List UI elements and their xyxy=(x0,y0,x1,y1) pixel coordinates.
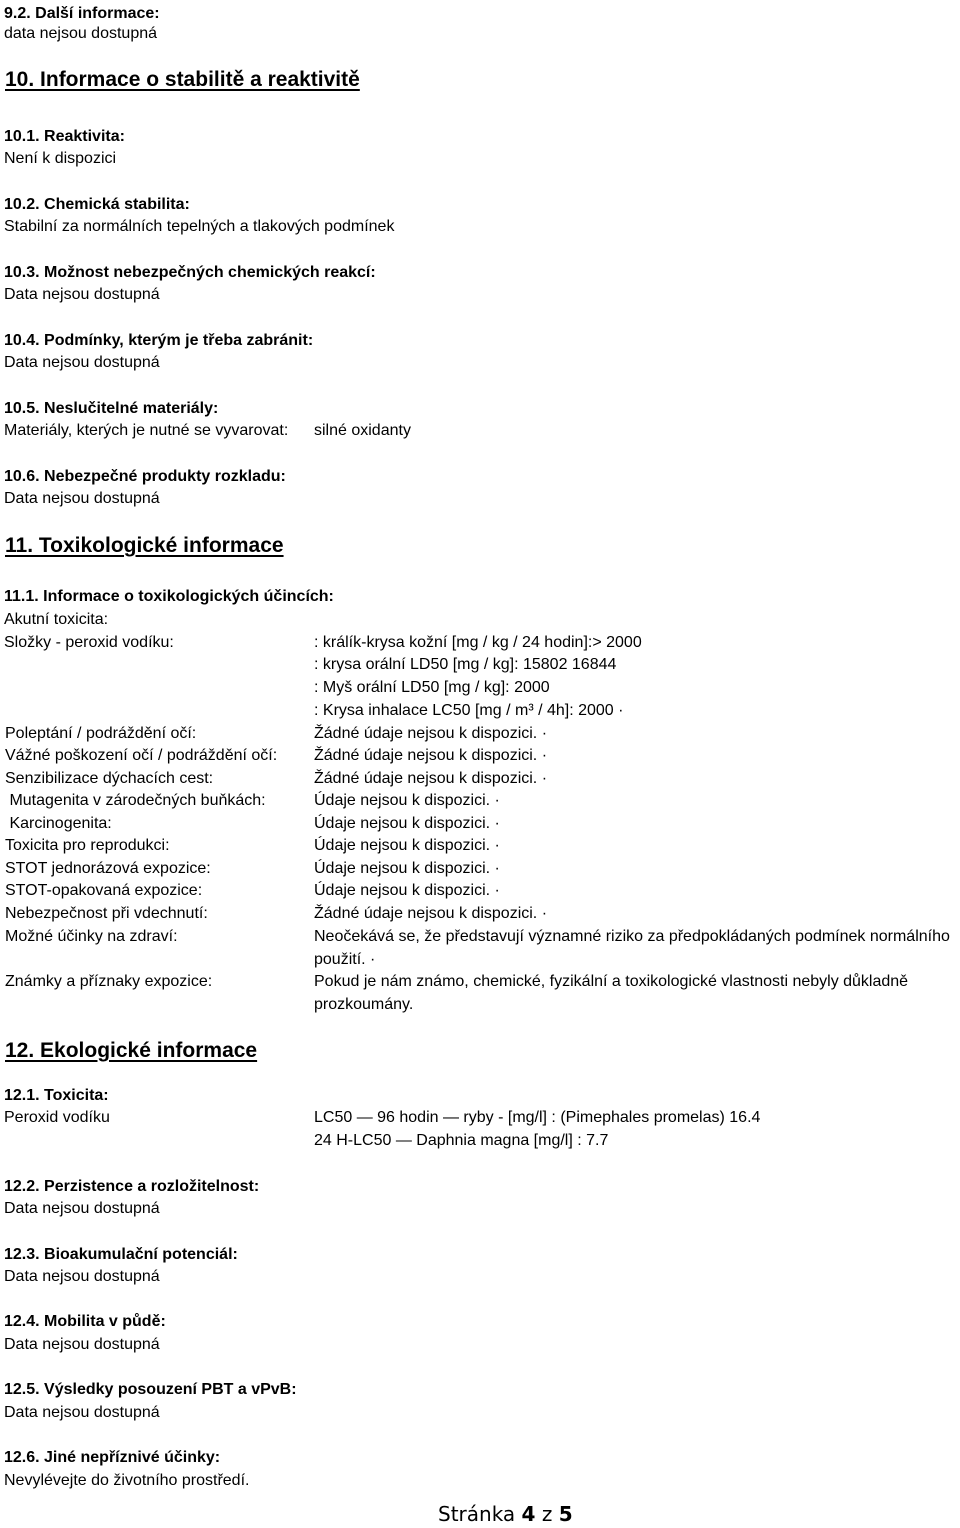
tox-row-label: STOT jednorázová expozice: xyxy=(5,860,211,877)
section-10-2-heading: 10.2. Chemická stabilita: xyxy=(4,196,190,213)
section-12-3-text: Data nejsou dostupná xyxy=(4,1268,160,1285)
section-12-5-heading: 12.5. Výsledky posouzení PBT a vPvB: xyxy=(4,1381,297,1398)
section-10-2-text: Stabilní za normálních tepelných a tlakových podmínek xyxy=(4,218,395,235)
tox-row-value: Údaje nejsou k dispozici. · xyxy=(314,860,500,877)
tox-row-value: Žádné údaje nejsou k dispozici. · xyxy=(314,725,548,742)
page-total: 5 xyxy=(558,1502,573,1526)
section-10-4-heading: 10.4. Podmínky, kterým je třeba zabránit: xyxy=(4,332,314,349)
health-effects-value: Neočekává se, že představují významné riziko za předpokládaných podmínek normálního použití. · xyxy=(314,928,950,968)
acute-value: : králík-krysa kožní [mg / kg / 24 hodin]:> 2000 xyxy=(314,634,642,651)
section-12-title: 12. Ekologické informace xyxy=(5,1039,258,1062)
tox-row-value: Údaje nejsou k dispozici. · xyxy=(314,837,500,854)
tox-row-label: Toxicita pro reprodukci: xyxy=(5,837,170,854)
acute-value: : Krysa inhalace LC50 [mg / m³ / 4h]: 2000 · xyxy=(314,702,624,719)
section-12-1-label: Peroxid vodíku xyxy=(4,1109,110,1126)
section-10-3-text: Data nejsou dostupná xyxy=(4,286,160,303)
section-10-6-heading: 10.6. Nebezpečné produkty rozkladu: xyxy=(4,468,286,485)
acute-value: : krysa orální LD50 [mg / kg]: 15802 16844 xyxy=(314,656,617,673)
section-9-2-text: data nejsou dostupná xyxy=(4,25,158,42)
page-number: 4 xyxy=(521,1502,536,1526)
tox-row-label: STOT-opakovaná expozice: xyxy=(5,882,203,899)
section-10-5-label: Materiály, kterých je nutné se vyvarovat: xyxy=(4,422,289,439)
page-label: Stránka xyxy=(438,1502,516,1526)
section-10-1-text: Není k dispozici xyxy=(4,150,117,167)
components-label: Složky - peroxid vodíku: xyxy=(4,634,174,651)
section-10-4-text: Data nejsou dostupná xyxy=(4,354,160,371)
tox-row-value: Žádné údaje nejsou k dispozici. · xyxy=(314,905,548,922)
page-of: z xyxy=(541,1502,553,1526)
tox-row-value: Žádné údaje nejsou k dispozici. · xyxy=(314,747,548,764)
section-11-title: 11. Toxikologické informace xyxy=(5,534,284,557)
section-10-6-text: Data nejsou dostupná xyxy=(4,490,160,507)
section-12-5-text: Data nejsou dostupná xyxy=(4,1404,160,1421)
section-9-2-heading: 9.2. Další informace: xyxy=(4,5,160,22)
tox-row-value: Údaje nejsou k dispozici. · xyxy=(314,815,500,832)
tox-row-value: Údaje nejsou k dispozici. · xyxy=(314,882,500,899)
section-10-3-heading: 10.3. Možnost nebezpečných chemických reakcí: xyxy=(4,264,376,281)
tox-row-label: Vážné poškození očí / podráždění očí: xyxy=(5,747,278,764)
section-12-3-heading: 12.3. Bioakumulační potenciál: xyxy=(4,1246,238,1263)
section-10-title: 10. Informace o stabilitě a reaktivitě xyxy=(5,68,360,91)
section-10-5-value: silné oxidanty xyxy=(314,422,411,439)
tox-row-label: Mutagenita v zárodečných buňkách: xyxy=(5,792,266,809)
section-12-6-heading: 12.6. Jiné nepříznivé účinky: xyxy=(4,1449,221,1466)
section-12-2-heading: 12.2. Perzistence a rozložitelnost: xyxy=(4,1178,260,1195)
acute-value: : Myš orální LD50 [mg / kg]: 2000 xyxy=(314,679,550,696)
tox-row-value: Údaje nejsou k dispozici. · xyxy=(314,792,500,809)
section-12-4-text: Data nejsou dostupná xyxy=(4,1336,160,1353)
section-10-1-heading: 10.1. Reaktivita: xyxy=(4,128,125,145)
tox-row-label: Karcinogenita: xyxy=(5,815,112,832)
section-12-1-heading: 12.1. Toxicita: xyxy=(4,1087,109,1104)
section-10-5-heading: 10.5. Neslučitelné materiály: xyxy=(4,400,219,417)
acute-toxicity-label: Akutní toxicita: xyxy=(4,611,109,628)
tox-row-label: Senzibilizace dýchacích cest: xyxy=(5,770,214,787)
tox-row-value: Žádné údaje nejsou k dispozici. · xyxy=(314,770,548,787)
page-footer xyxy=(438,1500,573,1528)
section-12-1-value: 24 H-LC50 — Daphnia magna [mg/l] : 7.7 xyxy=(314,1132,609,1149)
section-12-1-value: LC50 — 96 hodin — ryby - [mg/l] : (Pimephales promelas) 16.4 xyxy=(314,1109,761,1126)
health-effects-label: Možné účinky na zdraví: xyxy=(5,928,178,945)
section-12-4-heading: 12.4. Mobilita v půdě: xyxy=(4,1313,166,1330)
section-12-6-text: Nevylévejte do životního prostředí. xyxy=(4,1472,250,1489)
tox-row-label: Poleptání / podráždění očí: xyxy=(5,725,197,742)
section-11-1-heading: 11.1. Informace o toxikologických účincích: xyxy=(4,588,334,605)
exposure-signs-label: Známky a příznaky expozice: xyxy=(5,973,213,990)
tox-row-label: Nebezpečnost při vdechnutí: xyxy=(5,905,208,922)
exposure-signs-value: Pokud je nám známo, chemické, fyzikální a toxikologické vlastnosti nebyly důkladně prozkoumány. xyxy=(314,973,909,1013)
section-12-2-text: Data nejsou dostupná xyxy=(4,1200,160,1217)
